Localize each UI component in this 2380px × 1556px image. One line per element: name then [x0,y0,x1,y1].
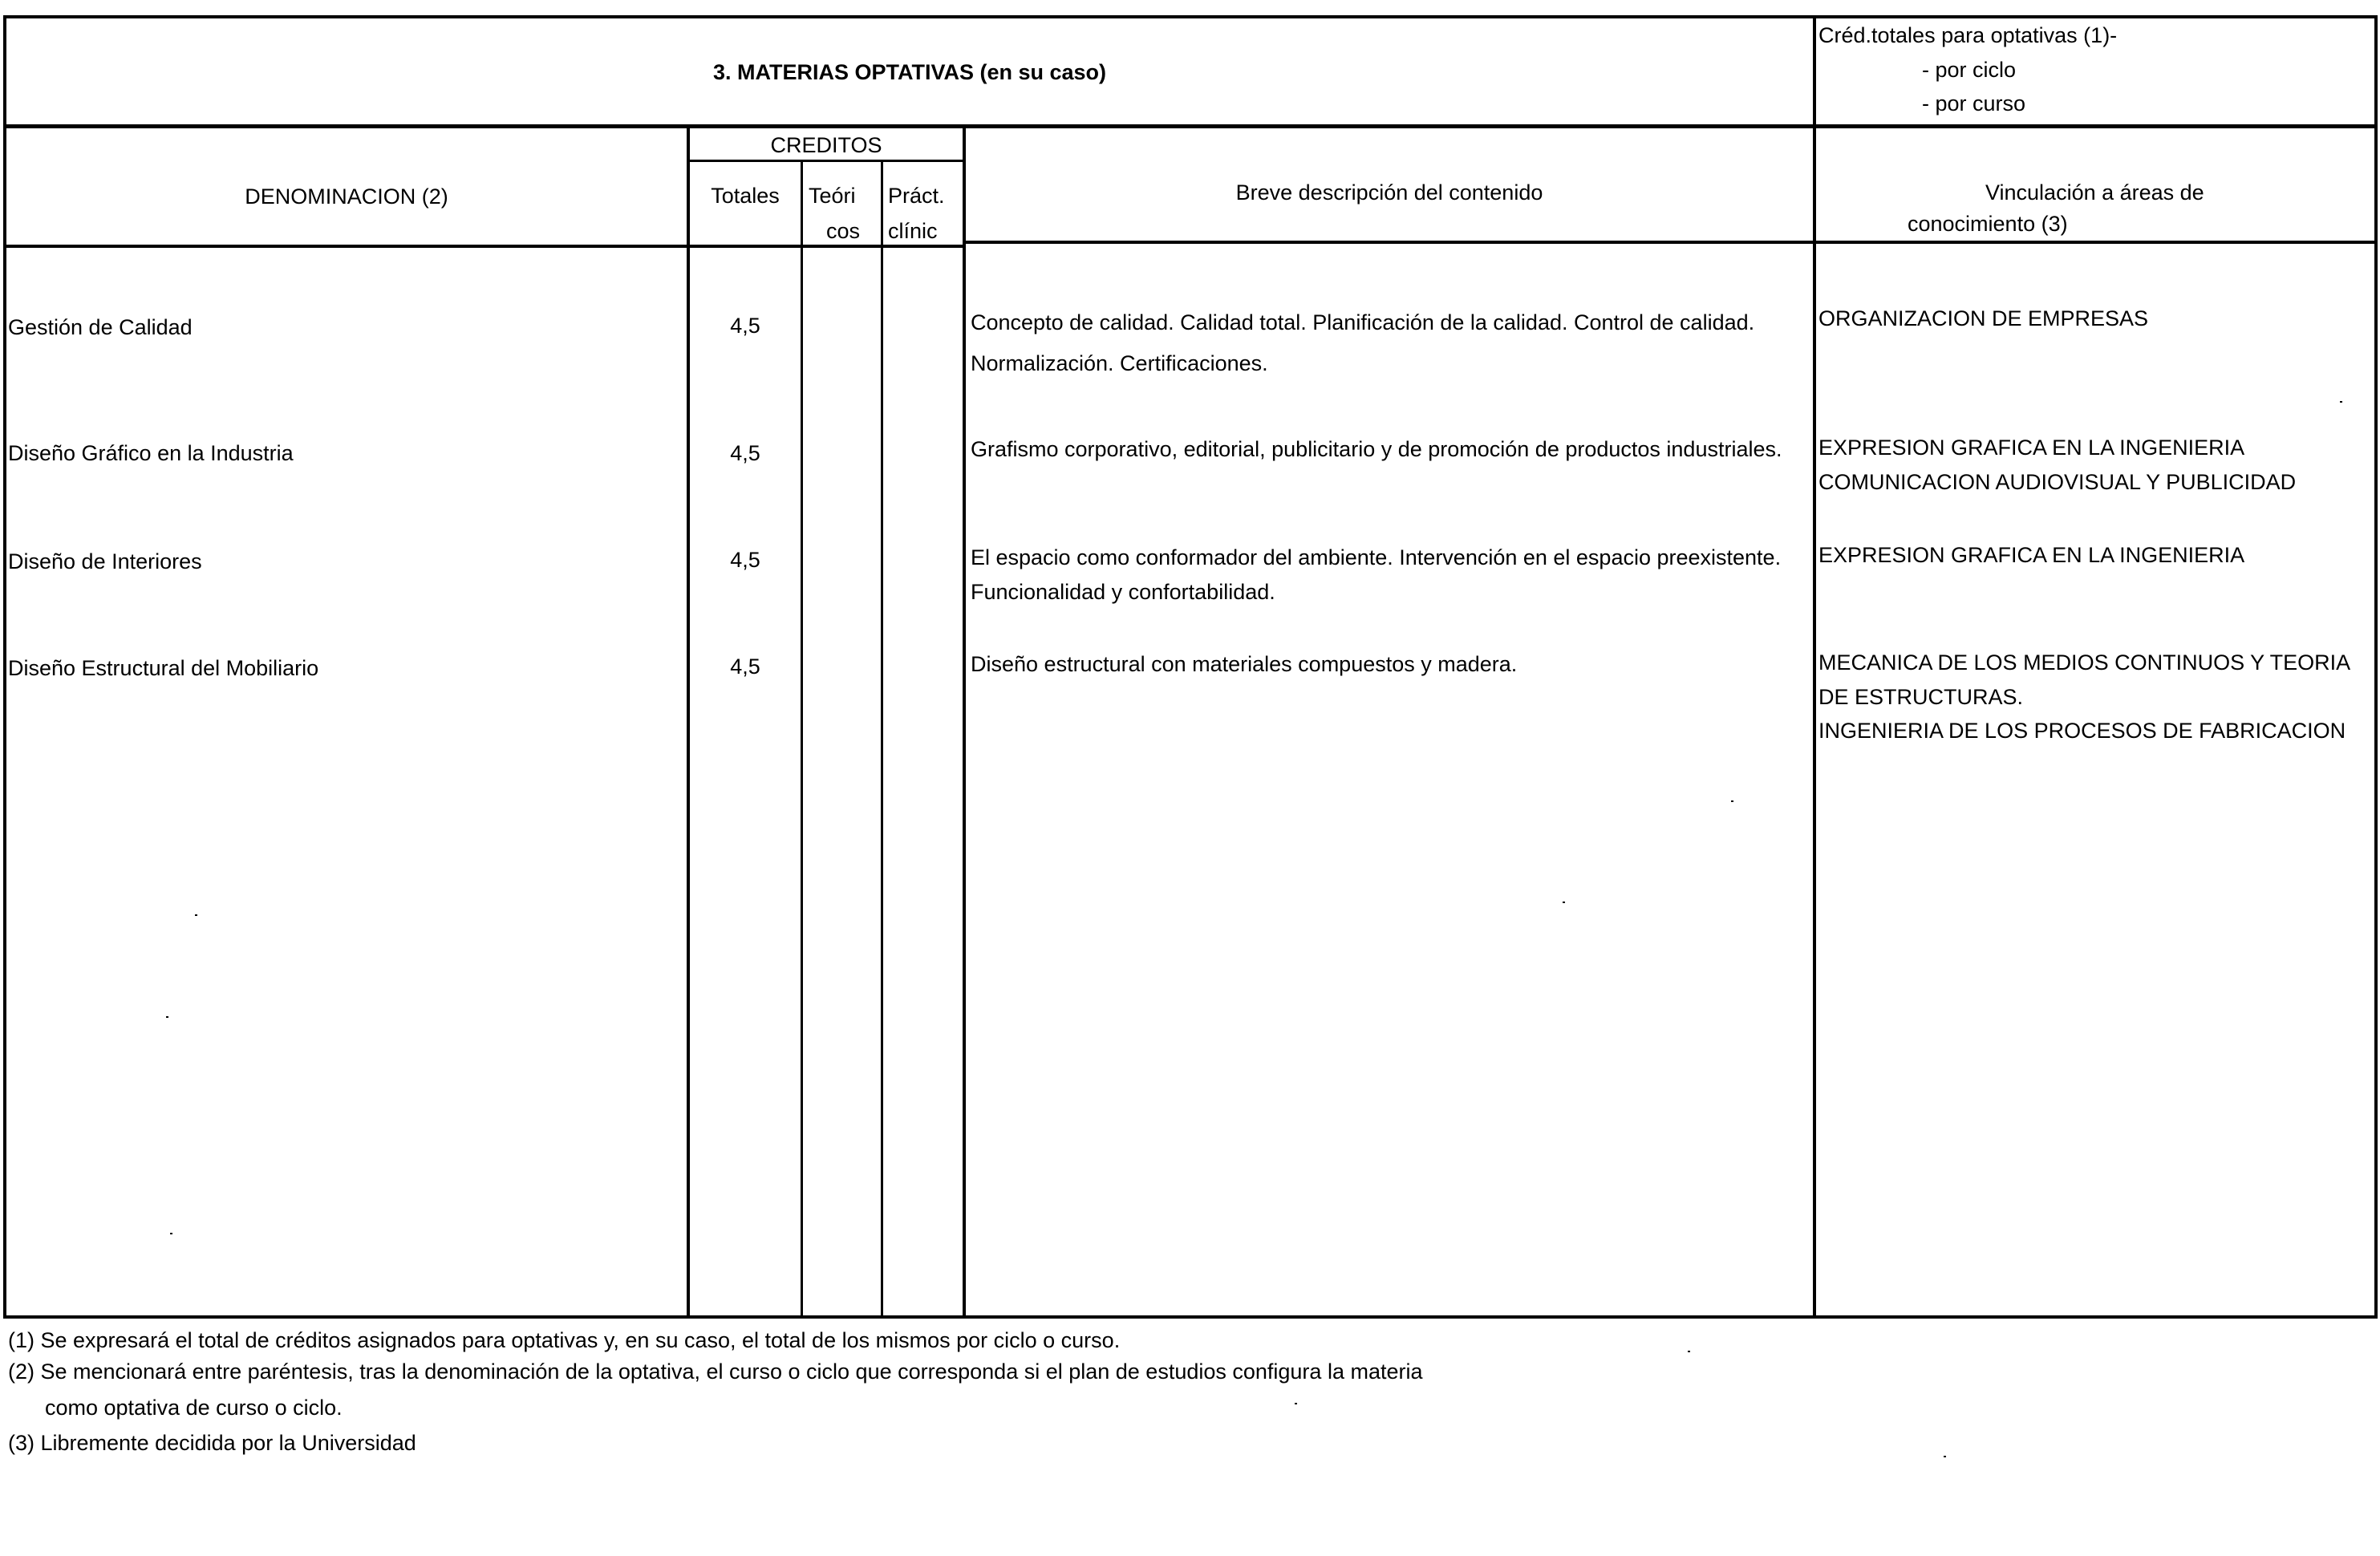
row-4-vinculacion-2: DE ESTRUCTURAS. [1818,685,2024,709]
rule-v-practicos [881,160,883,1319]
col-totales: Totales [711,184,780,208]
por-curso-label: - por curso [1922,91,2026,115]
rule-title-bottom [3,124,2378,128]
col-creditos: CREDITOS [770,133,882,157]
col-teoricos-1: Teóri [809,184,856,208]
row-4-totales: 4,5 [730,654,760,679]
row-4-vinculacion-3: INGENIERIA DE LOS PROCESOS DE FABRICACION [1818,719,2346,743]
rule-v-vinculacion [1813,15,1816,1319]
rule-left [3,15,6,1319]
row-1-totales: 4,5 [730,314,760,338]
rule-colhead-bottom [3,245,964,248]
footnote-1: (1) Se expresará el total de créditos asignados para optativas y, en su caso, el total de los mismos por ciclo o curso. [8,1328,1121,1352]
row-1-descripcion-2: Normalización. Certificaciones. [971,351,1268,375]
rule-colhead-bottom-right [963,241,2378,244]
footnote-2b: como optativa de curso o ciclo. [45,1396,343,1420]
rule-bottom [3,1315,2378,1319]
row-2-denominacion: Diseño Gráfico en la Industria [8,441,294,465]
col-vinculacion-2: conocimiento (3) [1908,212,2068,236]
row-3-totales: 4,5 [730,548,760,572]
row-3-denominacion: Diseño de Interiores [8,549,202,573]
section-title: 3. MATERIAS OPTATIVAS (en su caso) [712,60,1107,84]
rule-creditos [688,160,964,162]
col-denominacion: DENOMINACION (2) [245,184,448,209]
footnote-2a: (2) Se mencionará entre paréntesis, tras la denominación de la optativa, el curso o ciclo que corresponda si el plan de estudios configura la materia [8,1359,1423,1384]
row-2-descripcion-1: Grafismo corporativo, editorial, publicitario y de promoción de productos industriales. [971,437,1782,461]
row-4-descripcion-1: Diseño estructural con materiales compuestos y madera. [971,652,1518,676]
col-practicos-1: Práct. [888,184,945,208]
col-practicos-2: clínic [888,219,938,243]
row-4-vinculacion-1: MECANICA DE LOS MEDIOS CONTINUOS Y TEORIA [1818,650,2351,675]
row-4-denominacion: Diseño Estructural del Mobiliario [8,656,319,680]
col-descripcion: Breve descripción del contenido [1235,180,1543,205]
row-1-descripcion-1: Concepto de calidad. Calidad total. Planificación de la calidad. Control de calidad. [971,310,1755,334]
row-1-denominacion: Gestión de Calidad [8,315,193,339]
row-3-vinculacion-1: EXPRESION GRAFICA EN LA INGENIERIA [1818,543,2245,567]
rule-v-totales [687,126,690,1319]
row-2-vinculacion-2: COMUNICACION AUDIOVISUAL Y PUBLICIDAD [1818,470,2297,494]
col-teoricos-2: cos [826,219,861,243]
rule-top [3,15,2378,18]
rule-v-descripcion [963,126,966,1319]
rule-v-teoricos [801,160,803,1319]
row-3-descripcion-2: Funcionalidad y confortabilidad. [971,580,1275,604]
rule-right [2374,15,2378,1316]
row-3-descripcion-1: El espacio como conformador del ambiente. Intervención en el espacio preexistente. [971,545,1782,569]
footnote-3: (3) Libremente decidida por la Universidad [8,1431,416,1455]
por-ciclo-label: - por ciclo [1922,58,2017,82]
col-vinculacion-1: Vinculación a áreas de [1985,180,2204,205]
row-2-vinculacion-1: EXPRESION GRAFICA EN LA INGENIERIA [1818,436,2245,460]
row-1-vinculacion-1: ORGANIZACION DE EMPRESAS [1818,306,2149,330]
row-2-totales: 4,5 [730,441,760,465]
cred-totales-label: Créd.totales para optativas (1)- [1818,23,2118,47]
